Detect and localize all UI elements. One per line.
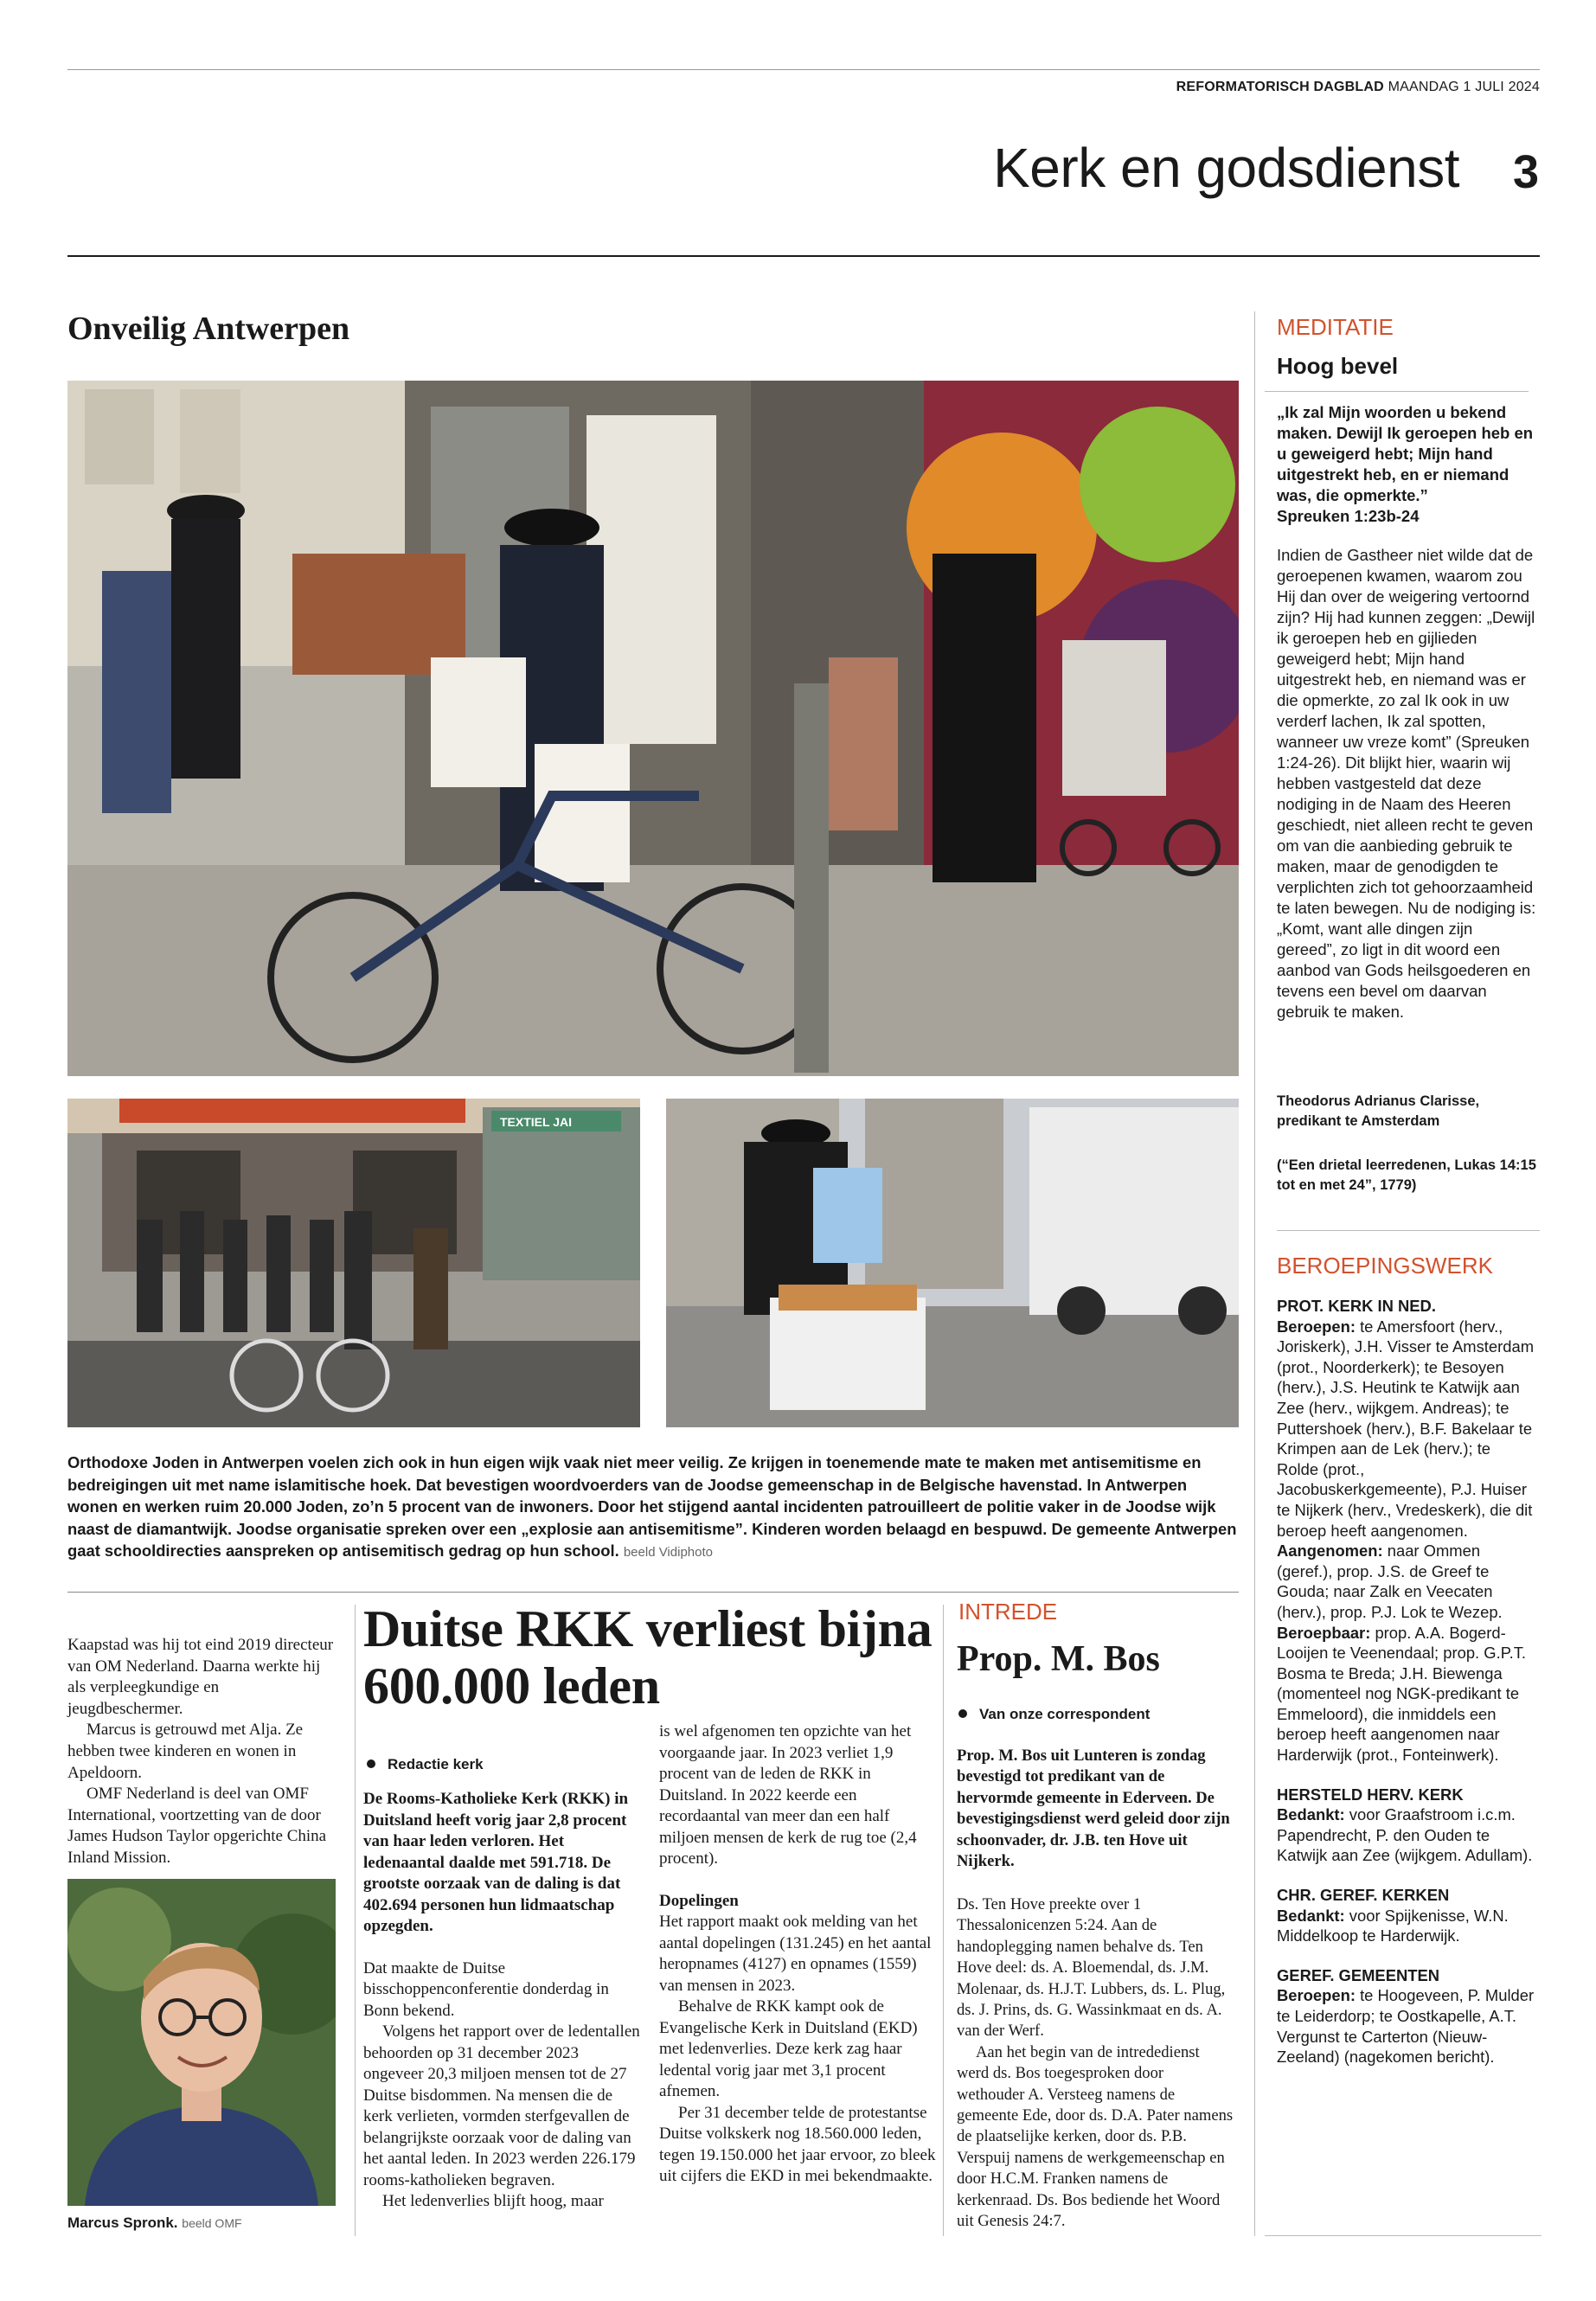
- rkk-paragraph: Behalve de RKK kampt ook de Evangelische Kerk in Duitsland (EKD) met ledenverlies. Deze kerk zag haar ledental vorig jaar met 3,1 procent afnemen.: [659, 1997, 918, 2100]
- intrede-kicker: INTREDE: [958, 1599, 1058, 1625]
- rkk-subhead: Dopelingen: [659, 1891, 739, 1910]
- rkk-paragraph: Volgens het rapport over de ledentallen behoorden op 31 december 2023 ongeveer 20,3 miljoen mensen tot de 27 Duitse bisdommen. Na mensen die de kerk verlieten, vormden sterfgevallen de belangrijkste oorzaak voor de daling van het aantal leden. In 2023 werden 226.179 rooms-katholieken begraven.: [363, 2022, 640, 2189]
- column-separator: [943, 1605, 944, 2236]
- portrait-credit: beeld OMF: [182, 2216, 242, 2230]
- sidebar-separator: [1254, 311, 1255, 2236]
- intrede-title: Prop. M. Bos: [957, 1639, 1160, 1679]
- intrede-byline: [958, 1706, 1150, 1723]
- top-rule: [67, 69, 1540, 70]
- portrait-caption: [67, 2214, 242, 2232]
- page-number: 3: [1512, 146, 1539, 198]
- beroepingswerk-list: [1277, 1296, 1536, 2067]
- rkk-paragraph: is wel afgenomen ten opzichte van het voorgaande jaar. In 2023 verliet 1,9 procent van de leden de RKK in Duitsland. In 2022 keerde een recordaantal van meer dan een half miljoen mensen de kerk de rug toe (2,4 procent).: [659, 1722, 917, 1868]
- beroepingswerk-hhk: [1277, 1785, 1536, 1866]
- church-heading: HERSTELD HERV. KERK: [1277, 1785, 1464, 1804]
- masthead-line: [1176, 80, 1540, 95]
- meditatie-quote-reference: Spreuken 1:23b-24: [1277, 507, 1420, 525]
- intrede-paragraph: Ds. Ten Hove preekte over 1 Thessalonicenzen 5:24. Aan de handoplegging namen behalve ds. Ten Hove deel: ds. A. Bloemendal, ds. J.M. Molenaar, ds. H.J.T. Lubbers, ds. L. Plug, ds. J. Prins, ds. G. Wassinkmaat en ds. A. van der Werf.: [957, 1895, 1226, 2041]
- rkk-column-2: [659, 1721, 936, 2188]
- section-title: Kerk en godsdienst: [993, 137, 1459, 199]
- synagogue-crowd-photo: [67, 1099, 640, 1427]
- byline-bullet-icon: [958, 1709, 967, 1718]
- synagogue-crowd-photo-image: [67, 1099, 640, 1427]
- beroepingswerk-entry: Beroepbaar: prop. A.A. Bogerd-Looijen te Veenendaal; prop. G.P.T. Bosma te Breda; J.H. Biewenga (momenteel nog NGK-predikant te Emmeloord), die inmiddels een beroep heeft aangenomen naar Harderwijk (prot., Fonteinwerk).: [1277, 1623, 1526, 1765]
- man-with-crate-photo-image: [666, 1099, 1239, 1427]
- omf-paragraph: OMF Nederland is deel van OMF International, voortzetting van de door James Hudson Taylor opgerichte China Inland Mission.: [67, 1785, 327, 1867]
- newspaper-name: REFORMATORISCH DAGBLAD: [1176, 80, 1384, 94]
- rkk-paragraph: Het ledenverlies blijft hoog, maar: [382, 2192, 604, 2210]
- beroepingswerk-entry: Beroepen: te Amersfoort (herv., Joriskerk), J.H. Visser te Amsterdam (prot., Noorderkerk); te Besoyen (herv.), J.S. Heutink te Katwijk aan Zee (herv., wijkgem. Andreas); te Puttershoek (herv.), B.F. Bakelaar te Krimpen aan de Lek (herv.); te Rolde (prot., Jacobuskerkgemeente), P.J. Huiser te Nijkerk (herv., Vredeskerk), die dit beroep heeft aangenomen.: [1277, 1317, 1535, 1540]
- rkk-paragraph: Dat maakte de Duitse bisschoppenconferentie donderdag in Bonn bekend.: [363, 1958, 609, 2020]
- rkk-column-1: [363, 1789, 640, 2213]
- beroepingswerk-entry: Aangenomen: naar Ommen (geref.), prop. J.S. de Greef te Gouda; naar Zalk en Veecaten (herv.), prop. P.J. Lok te Wezep.: [1277, 1541, 1503, 1621]
- feature-caption-text: Orthodoxe Joden in Antwerpen voelen zich ook in hun eigen wijk vaak niet meer veilig. Ze krijgen in toenemende mate te maken met antisemitisme en bedreigingen uit met name islamitische hoek. Dat bevestigen woordvoerders van de Joodse gemeenschap in de Belgische havenstad. In Antwerpen wonen en werken ruim 20.000 Joden, zo’n 5 procent van de inwoners. Door het stijgend aantal incidenten patrouilleert de politie vaker in de Joodse wijk naast de diamantwijk. Joodse organisatie spreken over een „explosie aan antisemitisme”. Kinderen worden belaagd en bespuwd. De gemeente Antwerpen gaat schooldirecties aanspreken op antisemitisch gedrag op hun school.: [67, 1453, 1237, 1560]
- portrait-photo: [67, 1879, 336, 2206]
- intrede-byline-text: Van onze correspondent: [979, 1706, 1151, 1722]
- beroepingswerk-pkn: [1277, 1296, 1536, 1766]
- portrait-name: Marcus Spronk.: [67, 2214, 178, 2231]
- main-street-photo-image: [67, 381, 1239, 1076]
- beroepingswerk-kicker: BEROEPINGSWERK: [1277, 1253, 1493, 1279]
- meditatie-kicker: MEDITATIE: [1277, 314, 1394, 340]
- church-heading: GEREF. GEMEENTEN: [1277, 1965, 1440, 1984]
- church-heading: PROT. KERK IN NED.: [1277, 1297, 1436, 1315]
- rkk-headline: Duitse RKK verliest bijna 600.000 leden: [363, 1600, 933, 1715]
- column-separator: [355, 1605, 356, 2236]
- byline-bullet-icon: [367, 1759, 375, 1768]
- intrede-paragraph: Aan het begin van de intrededienst werd ds. Bos toegesproken door wethouder A. Versteeg namens de gemeente Ede, door ds. D.A. Pater namens de plaatselijke kerken, door ds. P.B. Verspuij namens de werkgemeenschap en door H.C.M. Franken namens de kerkenraad. Ds. Bos bediende het Woord uit Genesis 24:7.: [957, 2042, 1234, 2231]
- feature-bottom-rule: [67, 1592, 1239, 1593]
- meditatie-quote: [1277, 402, 1536, 527]
- rkk-lead: De Rooms-Katholieke Kerk (RKK) in Duitsland heeft vorig jaar 2,8 procent van haar leden verloren. Het ledenaantal daalde met 591.718. De grootste oorzaak van de daling is dat 402.694 personen hun lidmaatschap opzegden.: [363, 1790, 629, 1935]
- beroepingswerk-entry: Bedankt: voor Graafstroom i.c.m. Papendrecht, P. den Ouden te Katwijk aan Zee (wijkgem. Adullam).: [1277, 1805, 1533, 1865]
- man-with-crate-photo: [666, 1099, 1239, 1427]
- meditatie-source: (“Een drietal leerredenen, Lukas 14:15 tot en met 24”, 1779): [1277, 1157, 1536, 1193]
- meditatie-rule: [1265, 391, 1529, 392]
- portrait-photo-image: [67, 1879, 336, 2206]
- feature-caption: [67, 1452, 1239, 1564]
- omf-paragraph: Marcus is getrouwd met Alja. Ze hebben twee kinderen en wonen in Apeldoorn.: [67, 1721, 304, 1782]
- sidebar-rule: [1277, 1230, 1540, 1231]
- beroepingswerk-cgk: [1277, 1885, 1536, 1946]
- rkk-paragraph: Het rapport maakt ook melding van het aantal dopelingen (131.245) en het aantal heropnames (4127) en opnames (1559) van mensen in 2023.: [659, 1913, 932, 1995]
- feature-title: Onveilig Antwerpen: [67, 311, 350, 347]
- beroepingswerk-gg: [1277, 1965, 1536, 2067]
- feature-photo-credit: beeld Vidiphoto: [623, 1545, 713, 1560]
- meditatie-quote-text: „Ik zal Mijn woorden u bekend maken. Dewijl Ik geroepen heb en u geweigerd hebt; Mijn hand uitgestrekt heb, en er niemand was, die opmerkte.”: [1277, 403, 1534, 504]
- rkk-byline: [367, 1756, 484, 1773]
- edition-date: MAANDAG 1 JULI 2024: [1388, 80, 1540, 94]
- intrede-lead: Prop. M. Bos uit Lunteren is zondag bevestigd tot predikant van de hervormde gemeente in Ederveen. De bevestigingsdienst werd geleid door zijn schoonvader, dr. J.B. ten Hove uit Nijkerk.: [957, 1747, 1230, 1871]
- intrede-body: [957, 1894, 1235, 2233]
- meditatie-author: Theodorus Adrianus Clarisse, predikant te Amsterdam: [1277, 1093, 1480, 1129]
- meditatie-title: Hoog bevel: [1277, 353, 1399, 379]
- beroepingswerk-entry: Beroepen: te Hoogeveen, P. Mulder te Leiderdorp; te Oostkapelle, A.T. Vergunst te Carterton (Nieuw-Zeeland) (nagekomen bericht).: [1277, 1986, 1535, 2067]
- sidebar-bottom-rule: [1265, 2235, 1542, 2236]
- section-rule: [67, 255, 1540, 257]
- omf-article-continuation: [67, 1635, 336, 1869]
- church-heading: CHR. GEREF. KERKEN: [1277, 1886, 1450, 1905]
- shop-sign-text: TEXTIEL JAI: [500, 1115, 572, 1129]
- meditatie-body: Indien de Gastheer niet wilde dat de geroepenen kwamen, waarom zou Hij dan over de weigering vertoornd zijn? Hij had kunnen zeggen: „Dewijl ik geroepen heb en gijlieden geweigerd hebt; Mijn hand uitgestrekt heb, en niemand was er die opmerkte, zo zal Ik ook in uw verderf lachen, Ik zal spotten, wanneer uw vreze komt” (Spreuken 1:24-26). Dit blijkt hier, waarin wij hebben vastgesteld dat deze nodiging in de Naam des Heeren geschiedt, niet alleen recht te geven om van die aanbieding gebruik te maken, maar de genodigden te verplichten zich tot gehoorzaamheid te laten bewegen. Nu de nodiging is: „Komt, want alle dingen zijn gereed”, zo ligt in dit woord een aanbod van Gods heilsgoederen en tevens een bevel om daarvan gebruik te maken.: [1277, 546, 1536, 1021]
- omf-paragraph: Kaapstad was hij tot eind 2019 directeur van OM Nederland. Daarna werkte hij als verpleegkundige en jeugdbeschermer.: [67, 1636, 334, 1718]
- beroepingswerk-entry: Bedankt: voor Spijkenisse, W.N. Middelkoop te Harderwijk.: [1277, 1906, 1509, 1945]
- rkk-byline-text: Redactie kerk: [388, 1756, 484, 1772]
- rkk-paragraph: Per 31 december telde de protestantse Duitse volkskerk nog 18.560.000 leden, tegen 19.150.000 het jaar ervoor, zo bleek uit cijfers die EKD in mei bekendmaakte.: [659, 2103, 936, 2185]
- main-street-photo: [67, 381, 1239, 1076]
